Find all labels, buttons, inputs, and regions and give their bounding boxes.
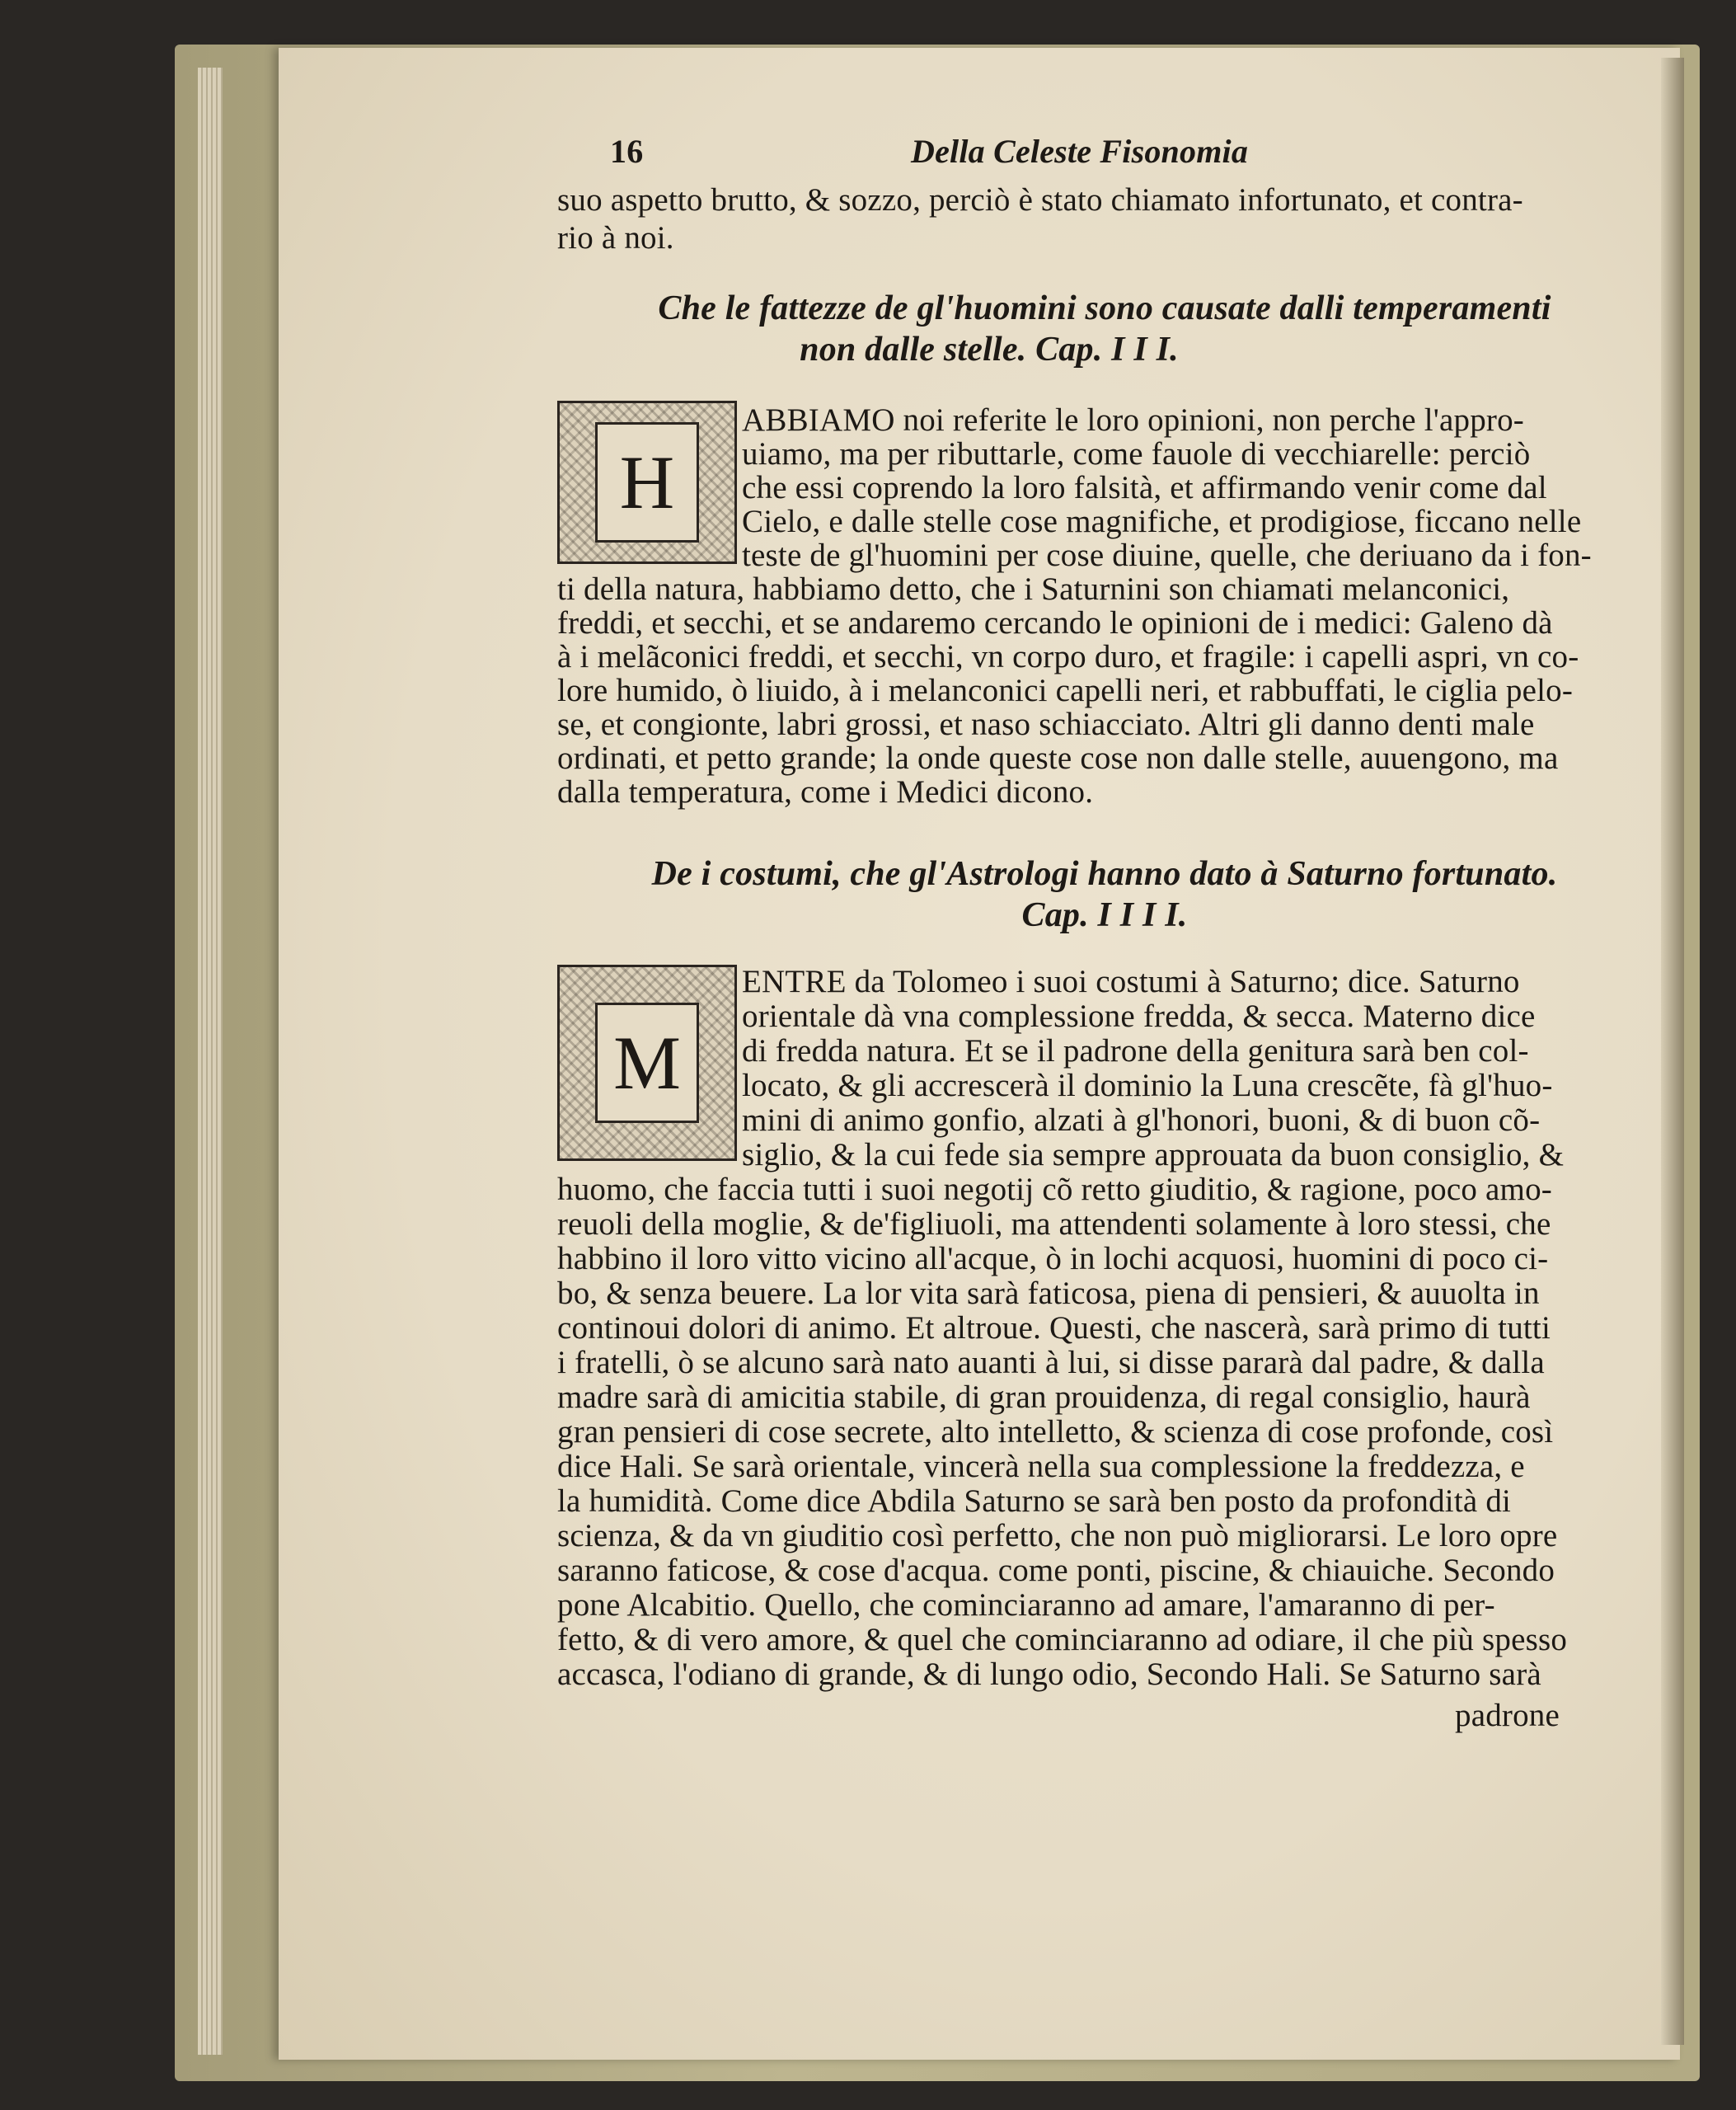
- page-stack-edge: [198, 68, 223, 2055]
- text-line: di fredda natura. Et se il padrone della genitura sarà ben col-: [742, 1033, 1529, 1069]
- initial-letter: H: [595, 422, 699, 543]
- text-line: se, et congionte, labri grossi, et naso schiacciato. Altri gli danno denti male: [557, 707, 1535, 742]
- text-line: madre sarà di amicitia stabile, di gran prouidenza, di regal consiglio, haurà: [557, 1379, 1531, 1415]
- catchword: padrone: [1455, 1698, 1560, 1733]
- text-line: freddi, et secchi, et se andaremo cercando le opinioni de i medici: Galeno dà: [557, 605, 1553, 641]
- book-gutter: [1661, 58, 1684, 2045]
- running-title: Della Celeste Fisonomia: [911, 133, 1249, 170]
- page-number: 16: [610, 133, 644, 170]
- text-line: ti della natura, habbiamo detto, che i Saturnini son chiamati melanconici,: [557, 571, 1510, 607]
- text-line: lore humido, ò liuido, à i melanconici capelli neri, et rabbuffati, le ciglia pelo-: [557, 673, 1574, 708]
- initial-letter: M: [595, 1003, 699, 1123]
- text-line: mini di animo gonfio, alzati à gl'honori, buoni, & di buon cõ-: [742, 1102, 1541, 1138]
- text-line: siglio, & la cui fede sia sempre approuata da buon consiglio, &: [742, 1137, 1565, 1172]
- text-line: pone Alcabitio. Quello, che cominciaranno ad amare, l'amaranno di per-: [557, 1587, 1495, 1623]
- text-line: suo aspetto brutto, & sozzo, perciò è stato chiamato infortunato, et contra-: [557, 182, 1523, 218]
- text-line: la humidità. Come dice Abdila Saturno se sarà ben posto da profondità di: [557, 1483, 1512, 1519]
- decorated-initial: [557, 401, 737, 564]
- chapter-heading: non dalle stelle. Cap. I I I.: [800, 331, 1179, 369]
- text-line: uiamo, ma per ributtarle, come fauole di vecchiarelle: perciò: [742, 436, 1531, 472]
- text-line: huomo, che faccia tutti i suoi negotij cõ retto giuditio, & ragione, poco amo-: [557, 1172, 1552, 1207]
- text-line: ordinati, et petto grande; la onde queste cose non dalle stelle, auuengono, ma: [557, 740, 1559, 776]
- text-line: scienza, & da vn giuditio così perfetto, che non può migliorarsi. Le loro opre: [557, 1518, 1558, 1553]
- text-line: saranno faticose, & cose d'acqua. come ponti, piscine, & chiauiche. Secondo: [557, 1553, 1555, 1588]
- text-line: continoui dolori di animo. Et altroue. Questi, che nascerà, sarà primo di tutti: [557, 1310, 1551, 1346]
- text-line: bo, & senza beuere. La lor vita sarà faticosa, piena di pensieri, & auuolta in: [557, 1276, 1540, 1311]
- text-line: reuoli della moglie, & de'figliuoli, ma attendenti solamente à loro stessi, che: [557, 1206, 1551, 1242]
- text-line: dice Hali. Se sarà orientale, vincerà nella sua complessione la freddezza, e: [557, 1449, 1525, 1484]
- text-line: locato, & gli accrescerà il dominio la Luna crescẽte, fà gl'huo-: [742, 1068, 1553, 1103]
- chapter-heading: Cap. I I I I.: [1021, 896, 1188, 934]
- text-line: Cielo, e dalle stelle cose magnifiche, et prodigiose, ficcano nelle: [742, 504, 1582, 539]
- text-line: ABBIAMO noi referite le loro opinioni, non perche l'appro-: [742, 402, 1524, 438]
- text-line: che essi coprendo la loro falsità, et affirmando venir come dal: [742, 470, 1547, 505]
- chapter-heading: Che le fattezze de gl'huomini sono causate dalli temperamenti: [658, 289, 1551, 327]
- text-line: fetto, & di vero amore, & quel che cominciaranno ad odiare, il che più spesso: [557, 1622, 1568, 1657]
- text-line: rio à noi.: [557, 220, 674, 256]
- text-line: orientale dà vna complessione fredda, & secca. Materno dice: [742, 999, 1536, 1034]
- text-line: habbino il loro vitto vicino all'acque, ò in lochi acquosi, huomini di poco ci-: [557, 1241, 1549, 1276]
- text-line: gran pensieri di cose secrete, alto intelletto, & scienza di cose profonde, così: [557, 1414, 1554, 1450]
- text-line: i fratelli, ò se alcuno sarà nato auanti à lui, si disse pararà dal padre, & dalla: [557, 1345, 1545, 1380]
- text-line: à i melãconici freddi, et secchi, vn corpo duro, et fragile: i capelli aspri, vn co-: [557, 639, 1579, 674]
- text-line: teste de gl'huomini per cose diuine, quelle, che deriuano da i fon-: [742, 538, 1592, 573]
- decorated-initial: [557, 965, 737, 1161]
- text-line: ENTRE da Tolomeo i suoi costumi à Saturno; dice. Saturno: [742, 964, 1520, 999]
- chapter-heading: De i costumi, che gl'Astrologi hanno dato à Saturno fortunato.: [651, 855, 1558, 893]
- text-line: accasca, l'odiano di grande, & di lungo odio, Secondo Hali. Se Saturno sarà: [557, 1657, 1541, 1692]
- text-line: dalla temperatura, come i Medici dicono.: [557, 774, 1094, 810]
